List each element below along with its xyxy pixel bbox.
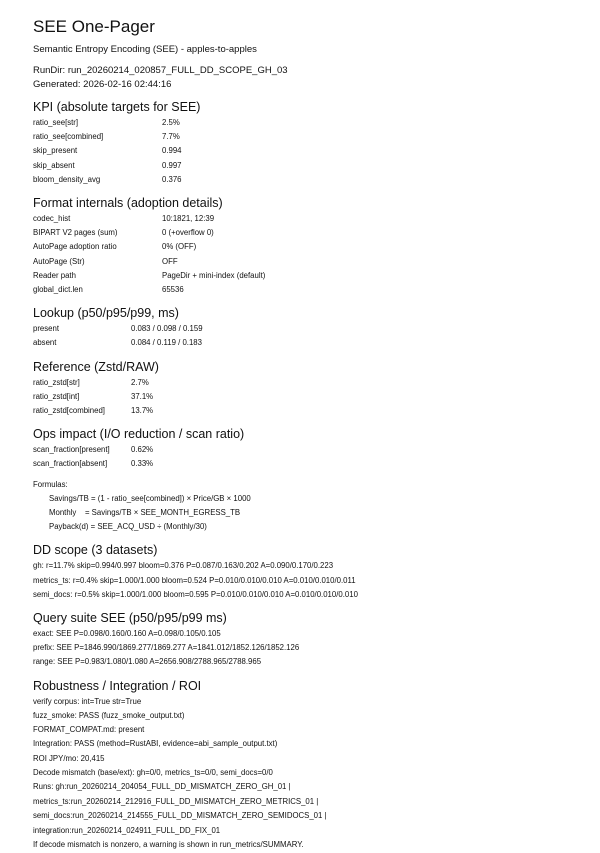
kv-key: scan_fraction[present] (33, 445, 110, 455)
kv-key: global_dict.len (33, 285, 83, 295)
robustness-line: Integration: PASS (method=RustABI, evidence=abi_sample_output.txt) (33, 739, 278, 749)
robustness-section (33, 678, 570, 780)
run-meta (33, 64, 570, 91)
kv-key: codec_hist (33, 214, 71, 224)
page-subtitle: Semantic Entropy Encoding (SEE) - apples-to-apples (33, 44, 257, 55)
runs-note: If decode mismatch is nonzero, a warning is shown in run_metrics/SUMMARY. (33, 840, 304, 849)
kv-key: ratio_see[combined] (33, 132, 104, 142)
kv-key: BIPART V2 pages (sum) (33, 228, 118, 238)
page-title: SEE One-Pager (33, 17, 155, 36)
runs-line: integration:run_20260214_024911_FULL_DD_FIX_01 (33, 825, 221, 835)
dd-scope-line: semi_docs: r=0.5% skip=1.000/1.000 bloom=0.595 P=0.010/0.010/0.010 A=0.010/0.010/0.010 (33, 589, 358, 599)
kpi-section (33, 99, 570, 187)
kv-row (33, 390, 570, 404)
query-suite-section-title: Query suite SEE (p50/p95/p99 ms) (33, 611, 227, 626)
robustness-line: fuzz_smoke: PASS (fuzz_smoke_output.txt) (33, 710, 185, 720)
kv-value: 0.994 (162, 146, 182, 156)
kv-row (33, 269, 570, 283)
kv-key: bloom_density_avg (33, 174, 101, 184)
dd-scope-section-title: DD scope (3 datasets) (33, 543, 158, 558)
kv-value: 0.62% (131, 445, 154, 455)
kv-key: skip_absent (33, 160, 75, 170)
kv-row (33, 144, 570, 158)
kv-key: ratio_zstd[combined] (33, 406, 105, 416)
kv-value: 37.1% (131, 391, 154, 401)
formulas-label: Formulas: (33, 479, 68, 489)
format-section-title: Format internals (adoption details) (33, 196, 223, 211)
query-suite-line: prefix: SEE P=1846.990/1869.277/1869.277 A=1841.012/1852.126/1852.126 (33, 643, 300, 653)
kv-value: 0.084 / 0.119 / 0.183 (131, 338, 202, 348)
kv-value: 0.33% (131, 459, 154, 469)
kv-key: AutoPage adoption ratio (33, 242, 117, 252)
kv-key: ratio_zstd[str] (33, 377, 80, 387)
robustness-line: FORMAT_COMPAT.md: present (33, 725, 145, 735)
kv-value: OFF (162, 256, 178, 266)
kv-value: PageDir + mini-index (default) (162, 270, 266, 280)
lookup-section (33, 305, 570, 350)
robustness-line: ROI JPY/mo: 20,415 (33, 753, 105, 763)
dd-scope-section (33, 542, 570, 602)
ops-section-title: Ops impact (I/O reduction / scan ratio) (33, 427, 245, 442)
runs-line: Runs: gh:run_20260214_204054_FULL_DD_MISMATCH_ZERO_GH_01 | (33, 782, 291, 791)
kv-key: absent (33, 338, 57, 348)
kpi-section-title: KPI (absolute targets for SEE) (33, 100, 201, 114)
kv-value: 0.083 / 0.098 / 0.159 (131, 324, 203, 334)
kv-key: scan_fraction[absent] (33, 459, 108, 469)
kv-row (33, 322, 570, 336)
formula-line: Savings/TB = (1 - ratio_see[combined]) × Price/GB × 1000 (49, 493, 251, 503)
kv-value: 65536 (162, 285, 184, 295)
kv-value: 10:1821, 12:39 (162, 214, 215, 224)
formula-line: Payback(d) = SEE_ACQ_USD ÷ (Monthly/30) (49, 522, 207, 532)
robustness-line: verify corpus: int=True str=True (33, 696, 142, 706)
kv-row (33, 255, 570, 269)
robustness-section-title: Robustness / Integration / ROI (33, 678, 202, 693)
runs-block (33, 780, 327, 853)
query-suite-section (33, 610, 570, 670)
kv-row (33, 173, 570, 187)
kv-key: ratio_see[str] (33, 118, 79, 127)
kv-row (33, 336, 570, 350)
formula-line: Monthly = Savings/TB × SEE_MONTH_EGRESS_TB (49, 508, 241, 518)
formulas-block (33, 478, 570, 535)
rundir-line: RunDir: run_20260214_020857_FULL_DD_SCOPE_GH_03 (33, 65, 288, 76)
kv-value: 0 (+overflow 0) (162, 228, 214, 238)
kv-row (33, 130, 570, 144)
query-suite-line: range: SEE P=0.983/1.080/1.080 A=2656.908/2788.965/2788.965 (33, 657, 262, 667)
kv-value: 2.5% (162, 118, 180, 127)
lookup-section-title: Lookup (p50/p95/p99, ms) (33, 306, 179, 321)
kv-value: 0.997 (162, 160, 182, 170)
kv-row (33, 116, 570, 130)
query-suite-line: exact: SEE P=0.098/0.160/0.160 A=0.098/0.105/0.105 (33, 629, 221, 639)
robustness-line: Decode mismatch (base/ext): gh=0/0, metrics_ts=0/0, semi_docs=0/0 (33, 767, 273, 777)
dd-scope-line: metrics_ts: r=0.4% skip=1.000/1.000 bloom=0.524 P=0.010/0.010/0.010 A=0.010/0.010/0.011 (33, 575, 356, 585)
reference-section (33, 359, 570, 419)
kv-value: 0.376 (162, 174, 182, 184)
kv-key: AutoPage (Str) (33, 256, 85, 266)
runs-line: metrics_ts:run_20260214_212916_FULL_DD_MISMATCH_ZERO_METRICS_01 | (33, 796, 319, 806)
kv-row (33, 443, 570, 457)
kv-row (33, 376, 570, 390)
kv-row (33, 404, 570, 418)
runs-line: semi_docs:run_20260214_214555_FULL_DD_MISMATCH_ZERO_SEMIDOCS_01 | (33, 811, 327, 820)
ops-section (33, 426, 570, 471)
kv-row (33, 212, 570, 226)
kv-key: present (33, 324, 60, 334)
reference-section-title: Reference (Zstd/RAW) (33, 359, 159, 374)
dd-scope-line: gh: r=11.7% skip=0.994/0.997 bloom=0.376 P=0.087/0.163/0.202 A=0.090/0.170/0.223 (33, 561, 334, 571)
kv-row (33, 240, 570, 254)
kv-row (33, 283, 570, 297)
kv-value: 7.7% (162, 132, 180, 142)
kv-value: 13.7% (131, 406, 154, 416)
kv-key: Reader path (33, 270, 76, 280)
kv-key: ratio_zstd[int] (33, 391, 80, 401)
kv-row (33, 159, 570, 173)
kv-row (33, 226, 570, 240)
kv-value: 2.7% (131, 377, 149, 387)
kv-row (33, 457, 570, 471)
format-section (33, 195, 570, 297)
kv-key: skip_present (33, 146, 78, 156)
generated-line: Generated: 2026-02-16 02:44:16 (33, 78, 172, 90)
kv-value: 0% (OFF) (162, 242, 197, 252)
